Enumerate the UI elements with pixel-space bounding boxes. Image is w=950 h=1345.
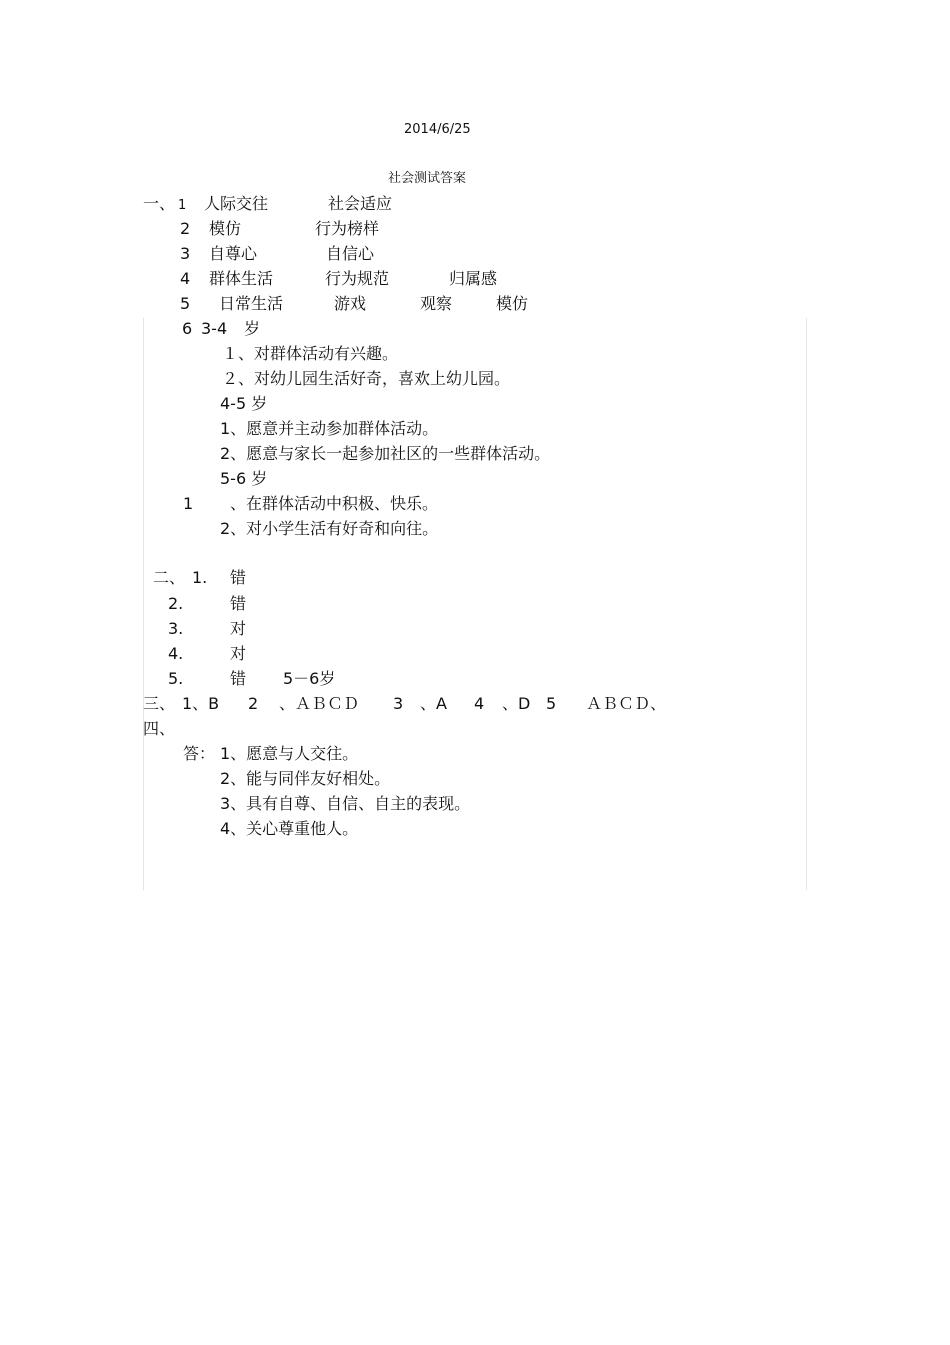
s1-r5-c: 观察 — [420, 294, 453, 313]
s1-r2-b: 行为榜样 — [315, 219, 380, 238]
s1-r4-b: 行为规范 — [325, 269, 390, 288]
s1-r2-a: 模仿 — [209, 219, 242, 238]
s1-r6-c1: 、在群体活动中积极、快乐。 — [230, 494, 439, 513]
s1-r4-num: 4 — [180, 269, 191, 288]
s2-item4-num: 4. — [168, 644, 184, 663]
s4-prefix: 答： — [183, 744, 216, 763]
s2-item3-ans: 对 — [230, 619, 247, 638]
s1-r4-c: 归属感 — [449, 269, 498, 288]
s3-p3: 、ＡＢＣＤ — [279, 694, 360, 713]
section4-label: 四、 — [143, 719, 176, 738]
s1-r6-c1-num: 1 — [183, 494, 194, 513]
s2-item5-ans: 错 — [230, 669, 247, 688]
section3-label: 三、 — [143, 694, 176, 713]
s1-r3-a: 自尊心 — [209, 244, 258, 263]
s1-r5-num: 5 — [180, 294, 191, 313]
s2-item1-num: 1. — [192, 568, 208, 587]
s1-r5-d: 模仿 — [496, 294, 529, 313]
s1-r6-a1: １、对群体活动有兴趣。 — [222, 344, 399, 363]
s1-r1-num: 1 — [178, 198, 187, 213]
s1-r1-a: 人际交往 — [204, 194, 269, 213]
s1-r6-b2: 2、愿意与家长一起参加社区的一些群体活动。 — [220, 444, 551, 463]
right-border-line — [806, 318, 807, 890]
s3-p5: 、A — [420, 694, 447, 713]
s1-r6-num: 6 — [182, 319, 193, 338]
s1-r1-b: 社会适应 — [328, 194, 393, 213]
date: 2014/6/25 — [404, 122, 471, 137]
s3-p2: 2 — [248, 694, 259, 713]
s4-answer-2: 2、能与同伴友好相处。 — [220, 769, 391, 788]
s2-item1-ans: 错 — [230, 568, 247, 587]
s3-p7: 、D — [502, 694, 531, 713]
page-title: 社会测试答案 — [388, 171, 467, 186]
s1-r4-a: 群体生活 — [209, 269, 274, 288]
s1-r3-num: 3 — [180, 244, 191, 263]
s3-p6: 4 — [474, 694, 485, 713]
s1-r3-b: 自信心 — [326, 244, 375, 263]
s3-p8: 5 — [546, 694, 557, 713]
s2-item5-note: 5－6岁 — [283, 669, 336, 688]
s3-p1: 1、B — [182, 694, 220, 713]
s1-r5-b: 游戏 — [334, 294, 367, 313]
s4-answer-3: 3、具有自尊、自信、自主的表现。 — [220, 794, 471, 813]
s2-item2-num: 2. — [168, 594, 184, 613]
s1-r6-age1: 3-4 — [201, 319, 228, 338]
s3-p4: 3 — [393, 694, 404, 713]
s4-answer-1: 1、愿意与人交往。 — [220, 744, 359, 763]
s1-r6-a2: ２、对幼儿园生活好奇，喜欢上幼儿园。 — [222, 369, 511, 388]
s1-r6-age1-unit: 岁 — [244, 319, 261, 338]
s1-r2-num: 2 — [180, 219, 191, 238]
s4-answer-4: 4、关心尊重他人。 — [220, 819, 359, 838]
s1-r6-c2: 2、对小学生活有好奇和向往。 — [220, 519, 439, 538]
section1-label: 一、 — [143, 194, 176, 213]
s3-p9: ＡＢＣＤ、 — [586, 694, 667, 713]
section2-label: 二、 — [153, 568, 186, 587]
s1-r5-a: 日常生活 — [219, 294, 284, 313]
s2-item4-ans: 对 — [230, 644, 247, 663]
left-border-line — [143, 318, 144, 890]
s1-r6-age2: 4-5 岁 — [220, 394, 268, 413]
s1-r6-b1: 1、愿意并主动参加群体活动。 — [220, 419, 439, 438]
s1-r6-age3: 5-6 岁 — [220, 469, 268, 488]
s2-item2-ans: 错 — [230, 594, 247, 613]
s2-item5-num: 5. — [168, 669, 184, 688]
s2-item3-num: 3. — [168, 619, 184, 638]
